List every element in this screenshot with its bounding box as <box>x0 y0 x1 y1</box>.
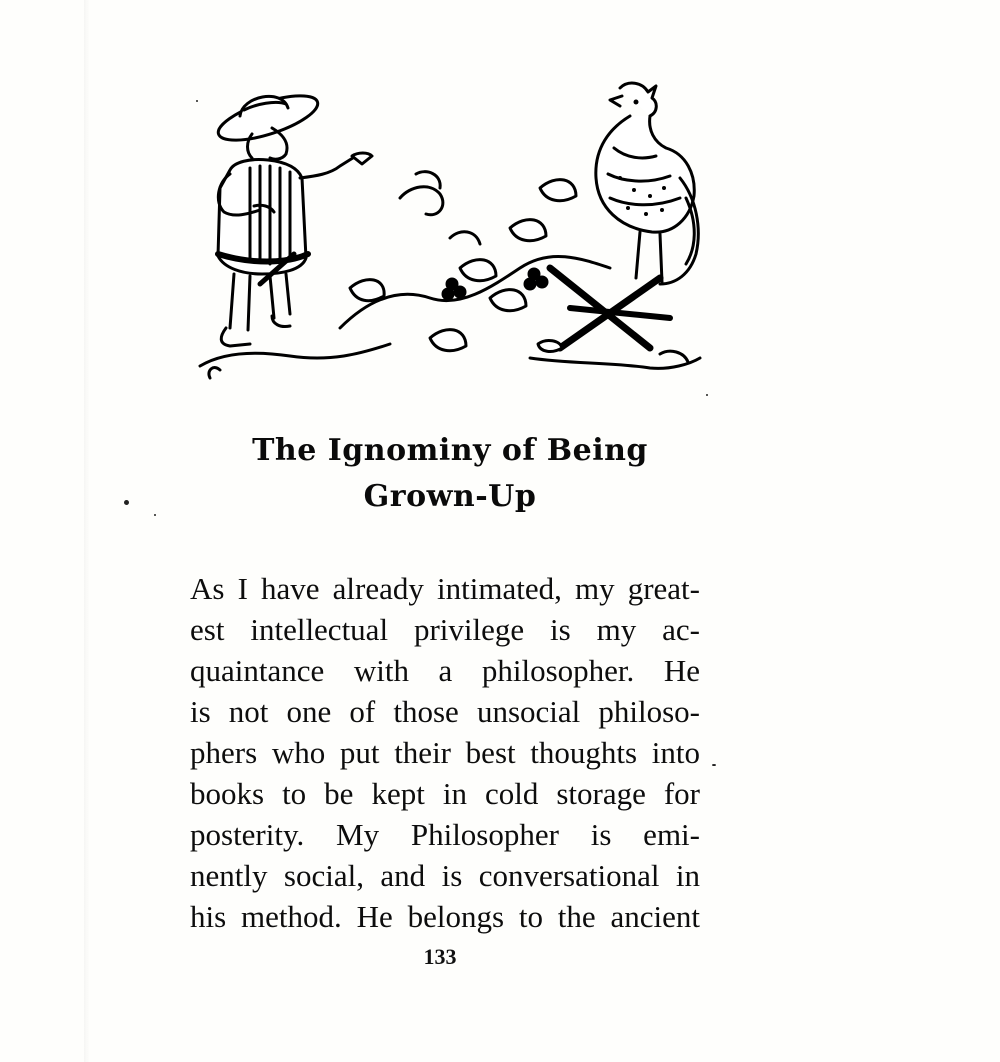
text-line: est intellectual privilege is my ac- <box>190 612 700 647</box>
text-line: nently social, and is conversational in <box>190 858 700 893</box>
text-line: his method. He belongs to the ancient <box>190 899 700 934</box>
boy-and-rooster-illustration <box>190 78 710 398</box>
text-line: is not one of those unsocial philoso- <box>190 694 700 729</box>
text-line: posterity. My Philosopher is emi- <box>190 817 700 852</box>
page-edge-shadow <box>84 0 90 1062</box>
text-line: phers who put their best thoughts into <box>190 735 700 770</box>
chapter-title-line-2: Grown-Up <box>363 479 537 514</box>
text-line: quaintance with a philosopher. He <box>190 653 700 688</box>
chapter-title-line-1: The Ignominy of Being <box>252 433 648 468</box>
scan-speck <box>154 514 156 516</box>
text-line: As I have already intimated, my great- <box>190 571 700 606</box>
scan-speck <box>124 500 129 505</box>
page-number: 133 <box>423 944 457 969</box>
text-line: books to be kept in cold storage for <box>190 776 700 811</box>
scan-speck <box>196 100 198 102</box>
scan-speck <box>712 764 716 766</box>
body-paragraph <box>190 568 700 937</box>
scan-speck <box>706 394 708 396</box>
